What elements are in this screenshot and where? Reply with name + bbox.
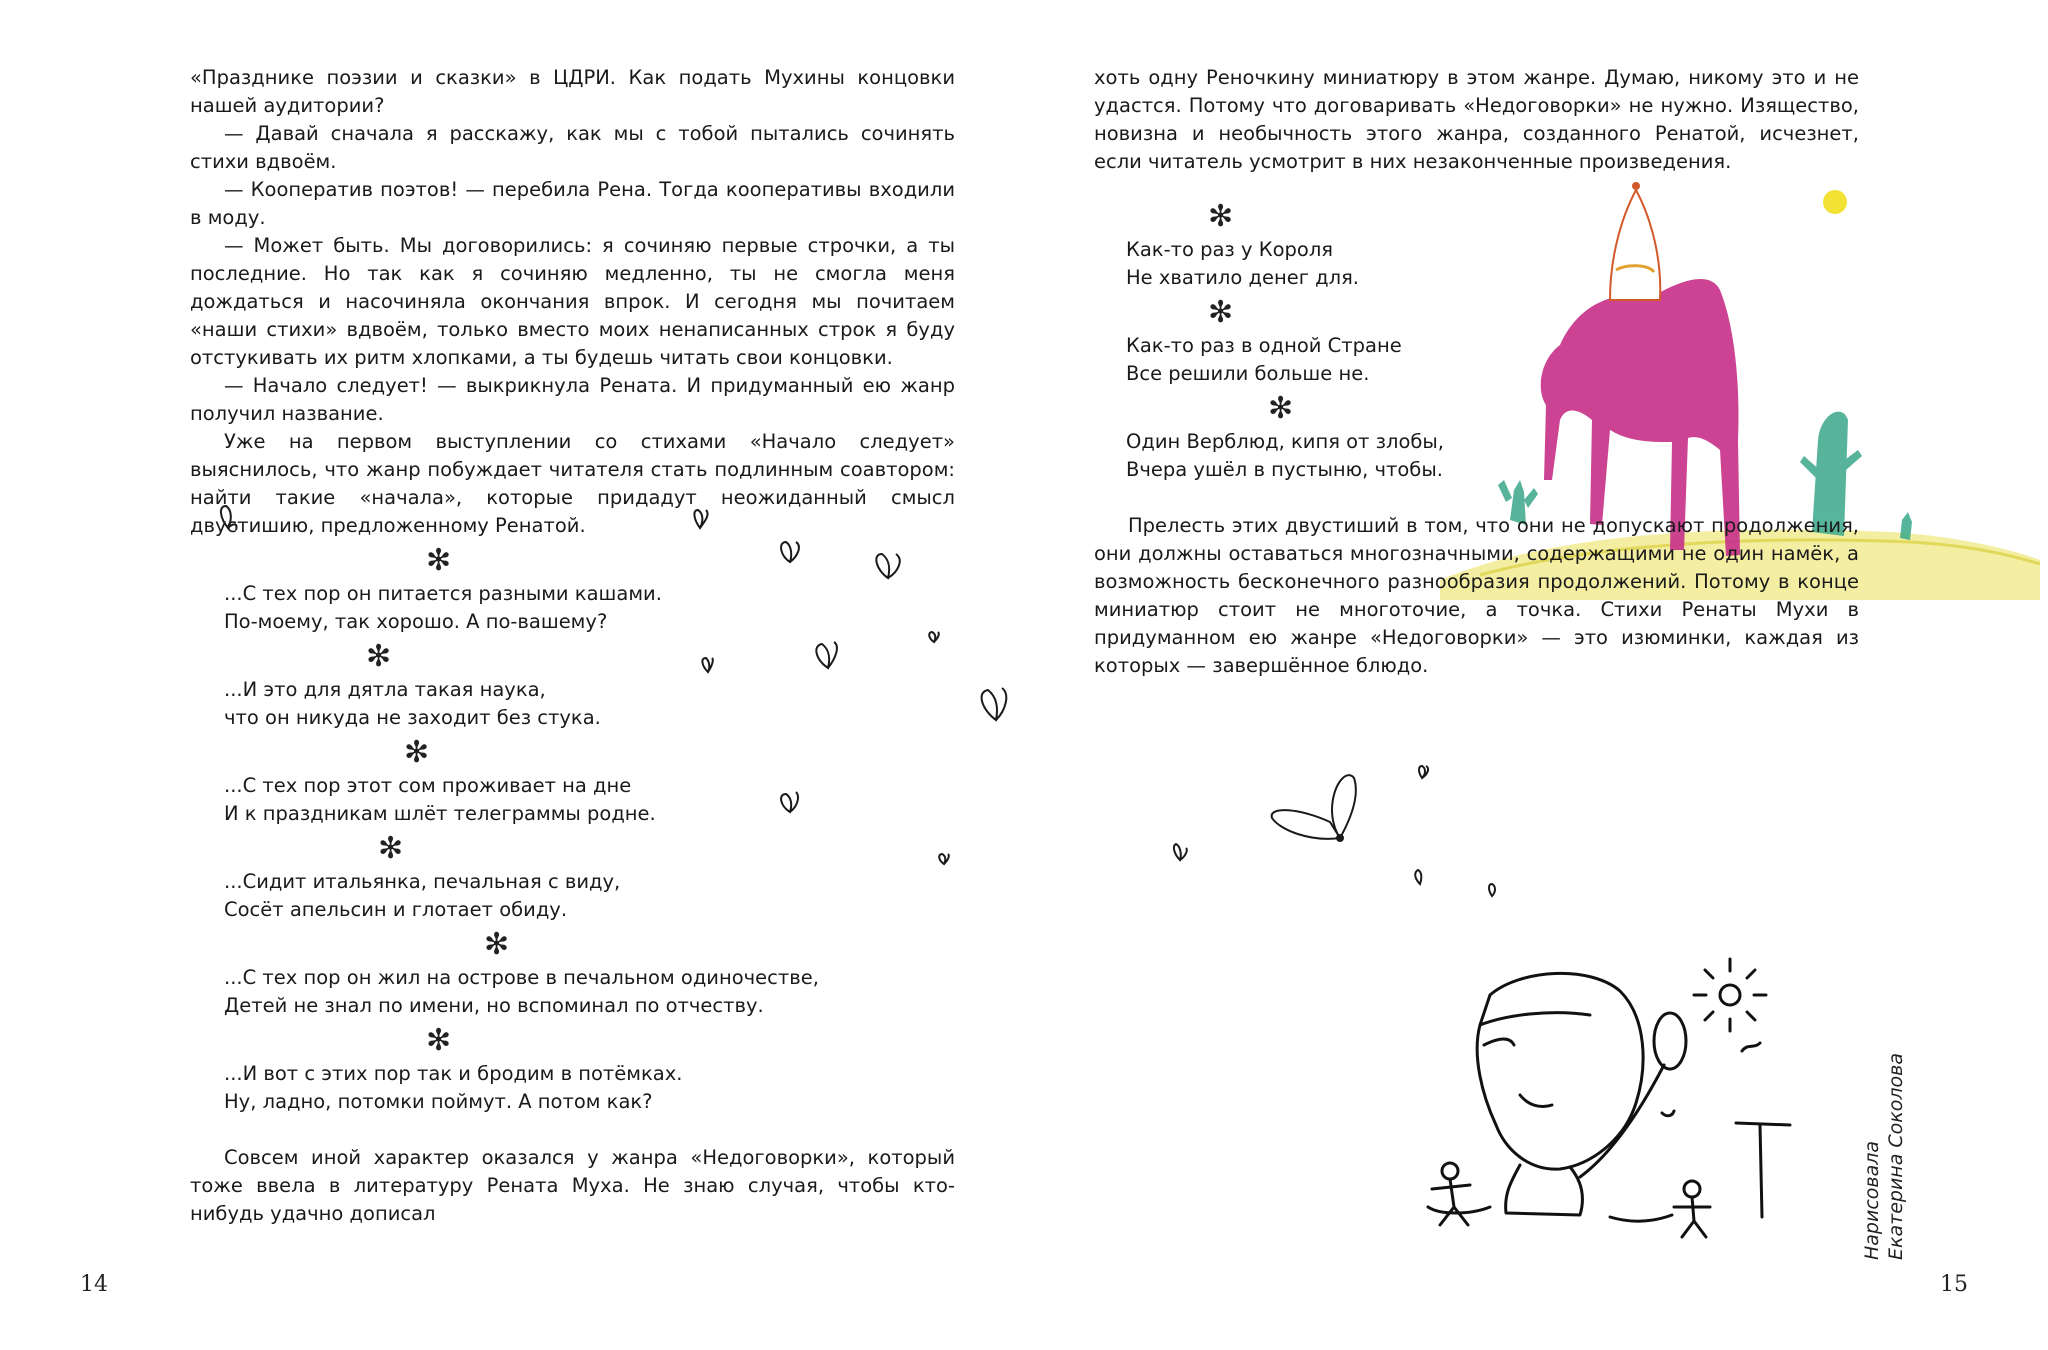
poem-line: И к праздникам шлёт телеграммы родне. [224,802,656,825]
poem-line: Как-то раз в одной Стране [1126,334,1402,357]
page-number: 14 [80,1272,108,1297]
asterisk-separator: ✻ [426,1023,452,1058]
poem-line: ...С тех пор он жил на острове в печальном одиночестве, [224,966,819,989]
fly-doodle [702,658,712,672]
credit-line: Нарисовала [1861,1140,1883,1260]
poem-line: Как-то раз у Короля [1126,238,1334,261]
asterisk-separator: ✻ [404,735,430,770]
fly-doodle [1160,750,1580,890]
poem-line: Не хватило денег для. [1126,266,1360,289]
paragraph: хоть одну Реночкину миниатюру в этом жанре. Думаю, никому это и не удастся. Потому что договаривать «Недоговорки» не нужно. Изящество, новизна и необычность этого жанра, созданного Ренатой, исчезнет, если читатель усмотрит в них незаконченные произведения. [1094,66,1859,173]
poem-line: Все решили больше не. [1126,362,1370,385]
fly-doodle [939,854,949,864]
poem [1126,428,1859,484]
poem-line: Вчера ушёл в пустыню, чтобы. [1126,458,1443,481]
paragraph: — Начало следует! — выкрикнула Рената. И придуманный ею жанр получил название. [190,374,955,425]
poem-line: ...С тех пор этот сом проживает на дне [224,774,632,797]
poem-line: Детей не знал по имени, но вспоминал по отчеству. [224,994,764,1017]
poem-line: что он никуда не заходит без стука. [224,706,601,729]
asterisk-separator: ✻ [1268,391,1294,426]
fly-doodle [816,642,837,668]
paragraph: Прелесть этих двустиший в том, что они не допускают продолжения, они должны оставаться многозначными, содержащими не один намёк, а возможность бесконечного разнообразия продолжений. Потому в конце миниатюр стоит не многоточие, а точка. Стихи Ренаты Мухи в придуманном ею жанре «Недоговорки» — это изюминки, каждая из которых — завершённое блюдо. [1094,514,1859,677]
paragraph: «Празднике поэзии и сказки» в ЦДРИ. Как подать Мухины концовки нашей аудитории? [190,66,955,117]
fly-doodle [982,688,1007,720]
asterisk-separator: ✻ [366,639,392,674]
fly-doodle [694,510,707,528]
fly-doodle [781,792,798,812]
illustrator-credit [1860,1053,1908,1260]
sun-doodle-icon [1694,959,1766,1031]
fly-doodle [221,506,237,530]
asterisk-separator: ✻ [1208,295,1234,330]
credit-line: Екатерина Соколова [1885,1053,1907,1260]
asterisk-separator: ✻ [426,543,452,578]
poem-line: ...И это для дятла такая наука, [224,678,546,701]
small-figure-icon [1674,1181,1710,1237]
poem-line: По-моему, так хорошо. А по-вашему? [224,610,608,633]
paragraph: — Кооператив поэтов! — перебила Рена. Тогда кооперативы входили в моду. [190,178,955,229]
poem-line: ...Сидит итальянка, печальная с виду, [224,870,621,893]
asterisk-separator: ✻ [378,831,404,866]
fly-doodle [929,632,939,642]
fly-doodle [876,554,899,578]
paragraph: — Давай сначала я расскажу, как мы с тобой пытались сочинять стихи вдвоём. [190,122,955,173]
boy-with-racket-drawing [1410,945,1830,1245]
page-number: 15 [1940,1272,1968,1297]
poem-list [1094,199,1859,484]
fly-doodle [781,542,799,562]
small-figure-icon [1432,1163,1470,1225]
paragraph: — Может быть. Мы договорились: я сочиняю первые строчки, а ты последние. Но так как я сочиняю медленно, ты не смогла меня дождаться и насочиняла окончания впрок. И сегодня мы почитаем «наши стихи» вдвоём, только вместо моих ненаписанных строк я буду отстукивать их ритм хлопками, а ты будешь читать свои концовки. [190,234,955,369]
cactus-icon [1900,512,1912,540]
paragraph: Уже на первом выступлении со стихами «Начало следует» выяснилось, что жанр побуждает читателя стать подлинным соавтором: найти такие «начала», которые придадут неожиданный смысл двустишию, предложенному Ренатой. [190,430,955,537]
asterisk-separator: ✻ [484,927,510,962]
poem-line: Один Верблюд, кипя от злобы, [1126,430,1444,453]
asterisk-separator: ✻ [1208,199,1234,234]
poem-line: Сосёт апельсин и глотает обиду. [224,898,568,921]
poem [1126,332,1859,388]
poem-line: Ну, ладно, потомки поймут. А потом как? [224,1090,653,1113]
poem-line: ...И вот с этих пор так и бродим в потёмках. [224,1062,683,1085]
right-text-column [1094,64,1859,680]
poem [1126,236,1859,292]
paragraph: Совсем иной характер оказался у жанра «Недоговорки», который тоже ввела в литературу Рената Муха. Не знаю случая, чтобы кто-нибудь удачно дописал [190,1146,955,1225]
poem-line: ...С тех пор он питается разными кашами. [224,582,662,605]
